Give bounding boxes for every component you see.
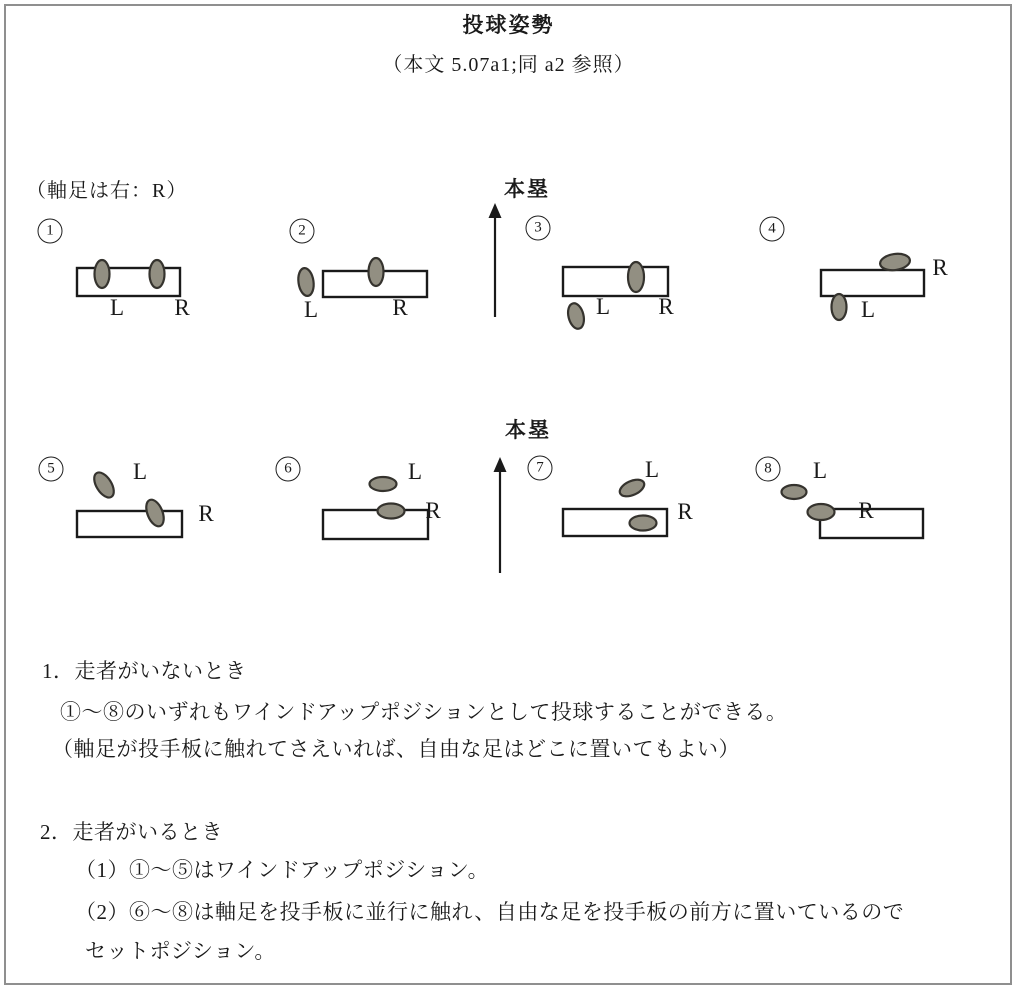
diagram-number-3: 3 bbox=[526, 216, 551, 241]
foot-label-L-diagram-8: L bbox=[812, 458, 828, 483]
pivot-foot-note: （軸足は右：R） bbox=[26, 180, 188, 202]
foot-label-L-diagram-5: L bbox=[132, 459, 148, 484]
foot-L-diagram-7 bbox=[617, 476, 646, 499]
foot-L-diagram-4 bbox=[832, 294, 847, 320]
foot-label-L-diagram-3: L bbox=[595, 294, 611, 319]
foot-L-diagram-8 bbox=[782, 485, 807, 499]
foot-label-R-diagram-1: R bbox=[174, 295, 190, 320]
foot-L-diagram-3 bbox=[566, 302, 587, 331]
diagram-number-4: 4 bbox=[760, 217, 785, 242]
note-line-5: （1）①～⑤はワインドアップポジション。 bbox=[75, 858, 490, 882]
note-line-1: 1．走者がいないとき bbox=[42, 659, 247, 683]
note-line-4: 2．走者がいるとき bbox=[40, 820, 223, 844]
home-plate-label-row2: 本塁 bbox=[505, 418, 551, 442]
page-subtitle: （本文 5.07a1;同 a2 参照） bbox=[382, 54, 635, 76]
pitching-plate-6 bbox=[323, 510, 428, 539]
foot-R-diagram-2 bbox=[369, 258, 384, 286]
diagram-number-1: 1 bbox=[38, 219, 63, 244]
page-title: 投球姿勢 bbox=[462, 13, 555, 37]
foot-L-diagram-5 bbox=[90, 469, 118, 501]
pitching-plate-3 bbox=[563, 267, 668, 296]
diagram-number-6: 6 bbox=[276, 457, 301, 482]
foot-R-diagram-8 bbox=[808, 504, 835, 520]
pitching-plate-4 bbox=[821, 270, 924, 296]
foot-label-R-diagram-2: R bbox=[392, 295, 408, 320]
foot-label-R-diagram-6: R bbox=[425, 498, 441, 523]
note-line-7: セットポジション。 bbox=[85, 939, 276, 963]
foot-label-L-diagram-7: L bbox=[644, 457, 660, 482]
foot-R-diagram-3 bbox=[628, 262, 644, 292]
foot-label-R-diagram-5: R bbox=[198, 501, 214, 526]
foot-R-diagram-7 bbox=[630, 516, 657, 531]
foot-label-L-diagram-6: L bbox=[407, 459, 423, 484]
foot-label-R-diagram-3: R bbox=[658, 294, 674, 319]
foot-R-diagram-1 bbox=[150, 260, 165, 288]
diagram-number-5: 5 bbox=[39, 457, 64, 482]
note-line-6: （2）⑥～⑧は軸足を投手板に並行に触れ、自由な足を投手板の前方に置いているので bbox=[75, 900, 905, 924]
note-line-3: （軸足が投手板に触れてさえいれば、自由な足はどこに置いてもよい） bbox=[52, 737, 740, 761]
foot-label-R-diagram-4: R bbox=[932, 255, 948, 280]
foot-label-L-diagram-2: L bbox=[303, 297, 319, 322]
home-arrow-head-row1 bbox=[489, 203, 502, 218]
foot-label-R-diagram-8: R bbox=[858, 498, 874, 523]
foot-L-diagram-2 bbox=[297, 267, 316, 297]
foot-label-L-diagram-1: L bbox=[109, 295, 125, 320]
home-arrow-head-row2 bbox=[494, 457, 507, 472]
diagram-number-7: 7 bbox=[528, 456, 553, 481]
diagram-number-8: 8 bbox=[756, 457, 781, 482]
home-plate-label-row1: 本塁 bbox=[504, 177, 550, 201]
note-line-2: ①～⑧のいずれもワインドアップポジションとして投球することができる。 bbox=[60, 700, 788, 724]
foot-label-L-diagram-4: L bbox=[860, 297, 876, 322]
foot-R-diagram-6 bbox=[378, 504, 405, 519]
foot-L-diagram-1 bbox=[95, 260, 110, 288]
foot-L-diagram-6 bbox=[370, 477, 397, 491]
foot-label-R-diagram-7: R bbox=[677, 499, 693, 524]
diagram-number-2: 2 bbox=[290, 219, 315, 244]
pitching-plate-5 bbox=[77, 511, 182, 537]
